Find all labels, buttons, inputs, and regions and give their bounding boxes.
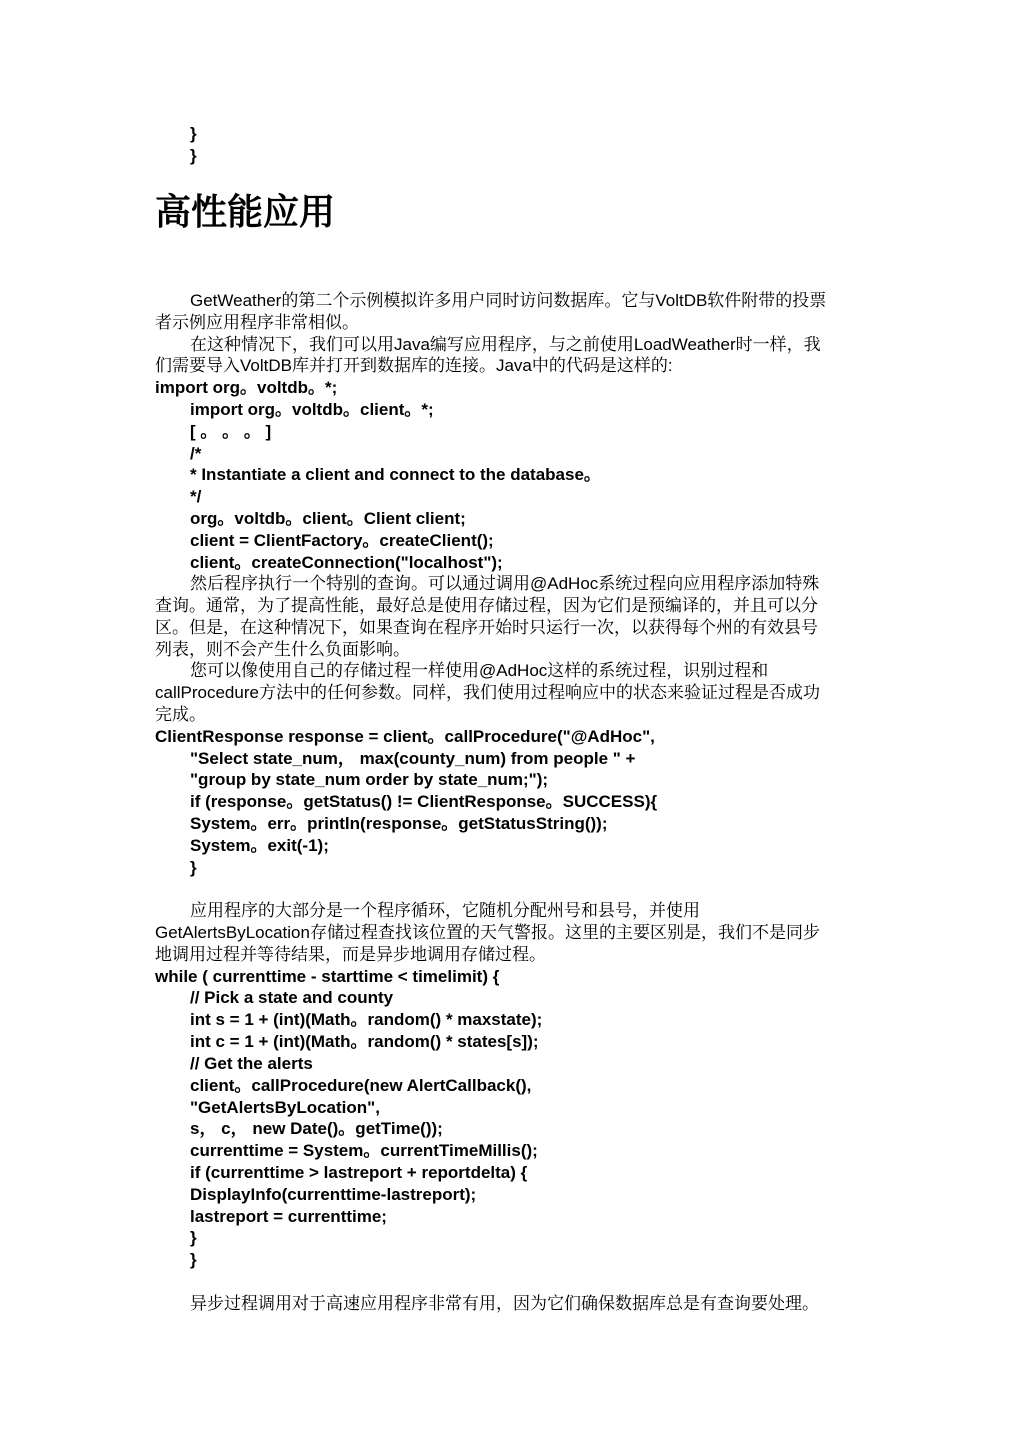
paragraph-line: 您可以像使用自己的存储过程一样使用@AdHoc这样的系统过程，识别过程和 bbox=[190, 661, 769, 680]
paragraph-line: 异步过程调用对于高速应用程序非常有用，因为它们确保数据库总是有查询要处理。 bbox=[190, 1294, 819, 1313]
paragraph-line: 区。但是，在这种情况下，如果查询在程序开始时只运行一次，以获得每个州的有效县号 bbox=[155, 618, 818, 637]
code-line: DisplayInfo(currenttime-lastreport); bbox=[190, 1185, 477, 1204]
paragraph-line: 们需要导入VoltDB库并打开到数据库的连接。Java中的代码是这样的: bbox=[155, 356, 673, 375]
code-line: // Get the alerts bbox=[190, 1054, 313, 1073]
code-line: currenttime = System。currentTimeMillis(); bbox=[190, 1141, 538, 1160]
code-line: import org。voltdb。client。*; bbox=[190, 400, 434, 419]
code-line: client。createConnection("localhost"); bbox=[190, 553, 503, 572]
code-line: if (response。getStatus() != ClientResponse。SUCCESS){ bbox=[190, 792, 658, 811]
code-line: int c = 1 + (int)(Math。random() * states[s]); bbox=[190, 1032, 539, 1051]
code-line: } bbox=[190, 1228, 197, 1247]
code-line: import org。voltdb。*; bbox=[155, 378, 338, 397]
section-title: 高性能应用 bbox=[155, 191, 336, 232]
code-line: } bbox=[190, 1250, 197, 1269]
code-line: "Select state_num， max(county_num) from people " + bbox=[190, 749, 636, 768]
code-line: client。callProcedure(new AlertCallback(), bbox=[190, 1076, 532, 1095]
paragraph-line: 应用程序的大部分是一个程序循环，它随机分配州号和县号，并使用 bbox=[190, 901, 700, 920]
code-line: System。exit(-1); bbox=[190, 836, 329, 855]
paragraph-line: callProcedure方法中的任何参数。同样，我们使用过程响应中的状态来验证过程是否成功 bbox=[155, 683, 820, 702]
code-line: "GetAlertsByLocation", bbox=[190, 1098, 380, 1117]
code-line: } bbox=[190, 858, 197, 877]
paragraph-line: 然后程序执行一个特别的查询。可以通过调用@AdHoc系统过程向应用程序添加特殊 bbox=[190, 574, 820, 593]
code-line: */ bbox=[190, 487, 202, 506]
code-line: } bbox=[190, 124, 197, 143]
code-line: while ( currenttime - starttime < timelimit) { bbox=[155, 967, 500, 986]
paragraph-line: 查询。通常，为了提高性能，最好总是使用存储过程，因为它们是预编译的，并且可以分 bbox=[155, 596, 818, 615]
code-line: org。voltdb。client。Client client; bbox=[190, 509, 466, 528]
code-line: } bbox=[190, 146, 197, 165]
code-line: if (currenttime > lastreport + reportdelta) { bbox=[190, 1163, 528, 1182]
code-line: "group by state_num order by state_num;"); bbox=[190, 770, 549, 789]
code-line: * Instantiate a client and connect to the database。 bbox=[190, 465, 601, 484]
paragraph-line: 者示例应用程序非常相似。 bbox=[155, 313, 359, 332]
code-line: /* bbox=[190, 444, 202, 463]
paragraph-line: 在这种情况下，我们可以用Java编写应用程序，与之前使用LoadWeather时一样，我 bbox=[190, 335, 821, 354]
paragraph-line: GetWeather的第二个示例模拟许多用户同时访问数据库。它与VoltDB软件附带的投票 bbox=[190, 291, 827, 310]
paragraph-line: GetAlertsByLocation存储过程查找该位置的天气警报。这里的主要区别是，我们不是同步 bbox=[155, 923, 820, 942]
code-line: ClientResponse response = client。callProcedure("@AdHoc", bbox=[155, 727, 655, 746]
code-line: client = ClientFactory。createClient(); bbox=[190, 531, 494, 550]
paragraph-line: 列表，则不会产生什么负面影响。 bbox=[155, 640, 410, 659]
code-line: [ 。 。 。 ] bbox=[190, 422, 272, 441]
code-line: System。err。println(response。getStatusString()); bbox=[190, 814, 608, 833]
paragraph-line: 地调用过程并等待结果，而是异步地调用存储过程。 bbox=[155, 945, 546, 964]
code-line: int s = 1 + (int)(Math。random() * maxstate); bbox=[190, 1010, 543, 1029]
code-line: s， c， new Date()。getTime()); bbox=[190, 1119, 443, 1138]
code-line: // Pick a state and county bbox=[190, 988, 394, 1007]
code-line: lastreport = currenttime; bbox=[190, 1207, 387, 1226]
paragraph-line: 完成。 bbox=[155, 705, 206, 724]
